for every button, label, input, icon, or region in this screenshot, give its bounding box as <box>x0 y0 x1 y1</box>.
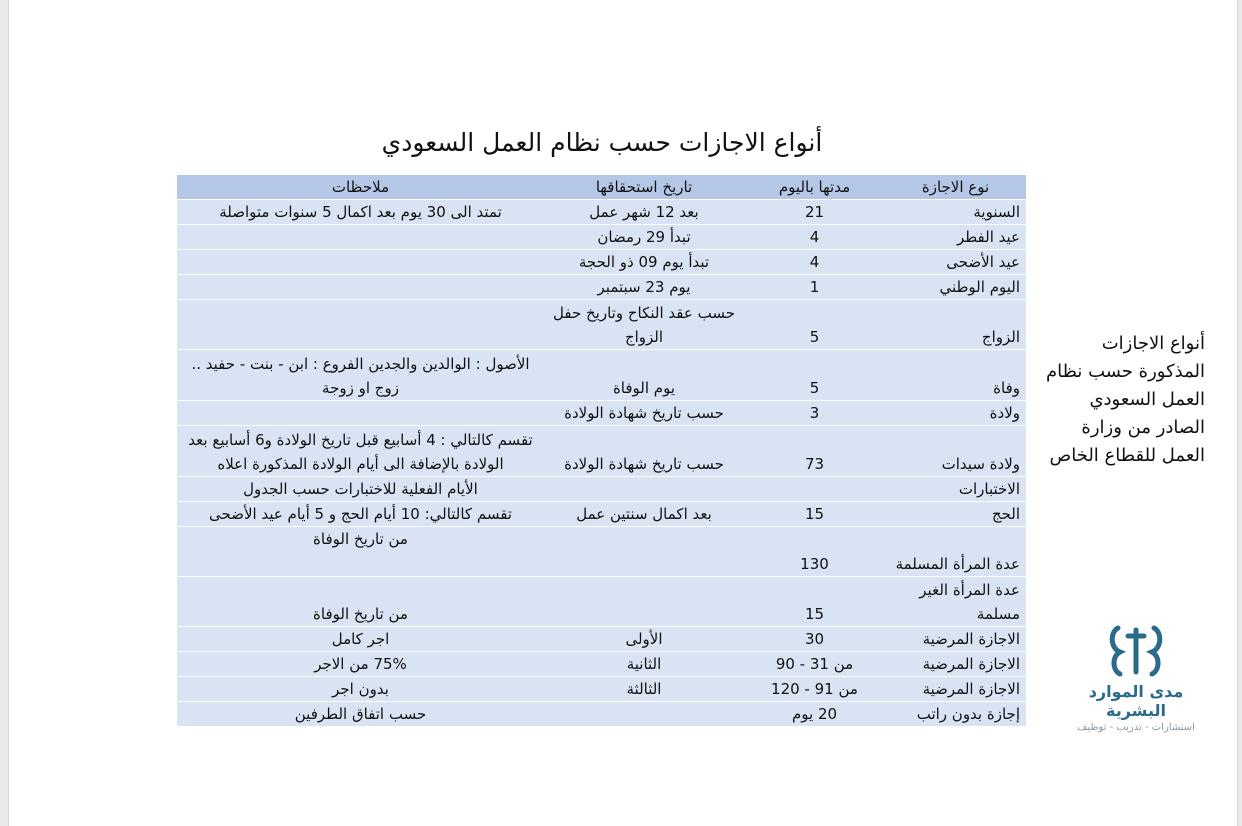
cell-date <box>544 527 744 577</box>
table-row <box>177 426 1026 477</box>
cell-type: الاجازة المرضية <box>885 627 1026 652</box>
cell-notes: حسب اتفاق الطرفين <box>177 702 544 727</box>
cell-type: الاختبارات <box>885 477 1026 502</box>
cell-type: ولادة سيدات <box>885 426 1026 477</box>
cell-days <box>744 477 885 502</box>
cell-notes: الأيام الفعلية للاختبارات حسب الجدول <box>177 477 544 502</box>
table-row <box>177 627 1026 652</box>
table-row <box>177 200 1026 225</box>
table-row <box>177 350 1026 401</box>
cell-notes: تقسم كالتالي: 10 أيام الحج و 5 أيام عيد الأضحى <box>177 502 544 527</box>
cell-date <box>544 477 744 502</box>
leave-types-table <box>177 175 1026 727</box>
table-row <box>177 502 1026 527</box>
cell-type: ولادة <box>885 401 1026 426</box>
table-row <box>177 250 1026 275</box>
table-row <box>177 527 1026 577</box>
cell-date: حسب تاريخ شهادة الولادة <box>544 426 744 477</box>
table-row <box>177 401 1026 426</box>
table-row <box>177 702 1026 727</box>
cell-type: الزواج <box>885 300 1026 350</box>
table-row <box>177 652 1026 677</box>
cell-days: 3 <box>744 401 885 426</box>
cell-notes <box>177 401 544 426</box>
document-page <box>8 0 1238 826</box>
cell-date: الثالثة <box>544 677 744 702</box>
cell-type: اليوم الوطني <box>885 275 1026 300</box>
side-note: أنواع الاجازات المذكورة حسب نظام العمل السعودي الصادر من وزارة العمل للقطاع الخاص <box>1045 333 1205 466</box>
cell-type: عدة المرأة الغير مسلمة <box>885 577 1026 627</box>
company-logo <box>1061 622 1211 733</box>
logo-tagline: استشارات - تدريب - توظيف <box>1077 722 1195 733</box>
cell-date: تبدأ يوم 09 ذو الحجة <box>544 250 744 275</box>
cell-notes <box>177 275 544 300</box>
table-header-row <box>177 175 1026 200</box>
cell-date <box>544 702 744 727</box>
cell-date <box>544 577 744 627</box>
cell-days: 21 <box>744 200 885 225</box>
cell-notes: تقسم كالتالي : 4 أسابيع قبل تاريخ الولادة و6 أسابيع بعد الولادة بالإضافة الى أيام الولادة المذكورة اعلاه <box>177 426 544 477</box>
cell-date: حسب تاريخ شهادة الولادة <box>544 401 744 426</box>
cell-notes: من تاريخ الوفاة <box>177 527 544 577</box>
table-row <box>177 225 1026 250</box>
cell-notes: 75% من الاجر <box>177 652 544 677</box>
cell-notes <box>177 250 544 275</box>
pillars-logo-icon <box>1106 622 1166 678</box>
cell-notes <box>177 300 544 350</box>
cell-type: عيد الأضحى <box>885 250 1026 275</box>
header-notes: ملاحظات <box>177 175 544 200</box>
cell-type: عدة المرأة المسلمة <box>885 527 1026 577</box>
cell-days: من 91 - 120 <box>744 677 885 702</box>
cell-days: 30 <box>744 627 885 652</box>
table-row <box>177 300 1026 350</box>
cell-type: الحج <box>885 502 1026 527</box>
cell-type: عيد الفطر <box>885 225 1026 250</box>
table-row <box>177 275 1026 300</box>
cell-date: الثانية <box>544 652 744 677</box>
cell-type: وفاة <box>885 350 1026 401</box>
cell-type: إجازة بدون راتب <box>885 702 1026 727</box>
cell-date: يوم الوفاة <box>544 350 744 401</box>
header-date: تاريخ استحقاقها <box>544 175 744 200</box>
table-row <box>177 677 1026 702</box>
cell-days: 5 <box>744 300 885 350</box>
cell-days: 20 يوم <box>744 702 885 727</box>
cell-days: 15 <box>744 577 885 627</box>
cell-date: الأولى <box>544 627 744 652</box>
header-type: نوع الاجازة <box>885 175 1026 200</box>
cell-date: حسب عقد النكاح وتاريخ حفل الزواج <box>544 300 744 350</box>
table-row <box>177 577 1026 627</box>
cell-days: 5 <box>744 350 885 401</box>
cell-days: 4 <box>744 250 885 275</box>
cell-date: بعد اكمال سنتين عمل <box>544 502 744 527</box>
cell-date: بعد 12 شهر عمل <box>544 200 744 225</box>
cell-notes: تمتد الى 30 يوم بعد اكمال 5 سنوات متواصلة <box>177 200 544 225</box>
cell-notes <box>177 225 544 250</box>
cell-notes: بدون اجر <box>177 677 544 702</box>
cell-type: الاجازة المرضية <box>885 677 1026 702</box>
cell-type: السنوية <box>885 200 1026 225</box>
header-days: مدتها باليوم <box>744 175 885 200</box>
cell-days: 15 <box>744 502 885 527</box>
cell-days: 73 <box>744 426 885 477</box>
cell-date: يوم 23 سبتمبر <box>544 275 744 300</box>
cell-notes: اجر كامل <box>177 627 544 652</box>
cell-days: 130 <box>744 527 885 577</box>
cell-days: 1 <box>744 275 885 300</box>
table-row <box>177 477 1026 502</box>
cell-type: الاجازة المرضية <box>885 652 1026 677</box>
page-title: أنواع الاجازات حسب نظام العمل السعودي <box>381 128 823 157</box>
cell-days: 4 <box>744 225 885 250</box>
cell-days: من 31 - 90 <box>744 652 885 677</box>
cell-date: تبدأ 29 رمضان <box>544 225 744 250</box>
logo-name: مدى الموارد البشرية <box>1088 682 1184 720</box>
cell-notes: الأصول : الوالدين والجدين الفروع : ابن - بنت - حفيد .. زوج او زوجة <box>177 350 544 401</box>
cell-notes: من تاريخ الوفاة <box>177 577 544 627</box>
